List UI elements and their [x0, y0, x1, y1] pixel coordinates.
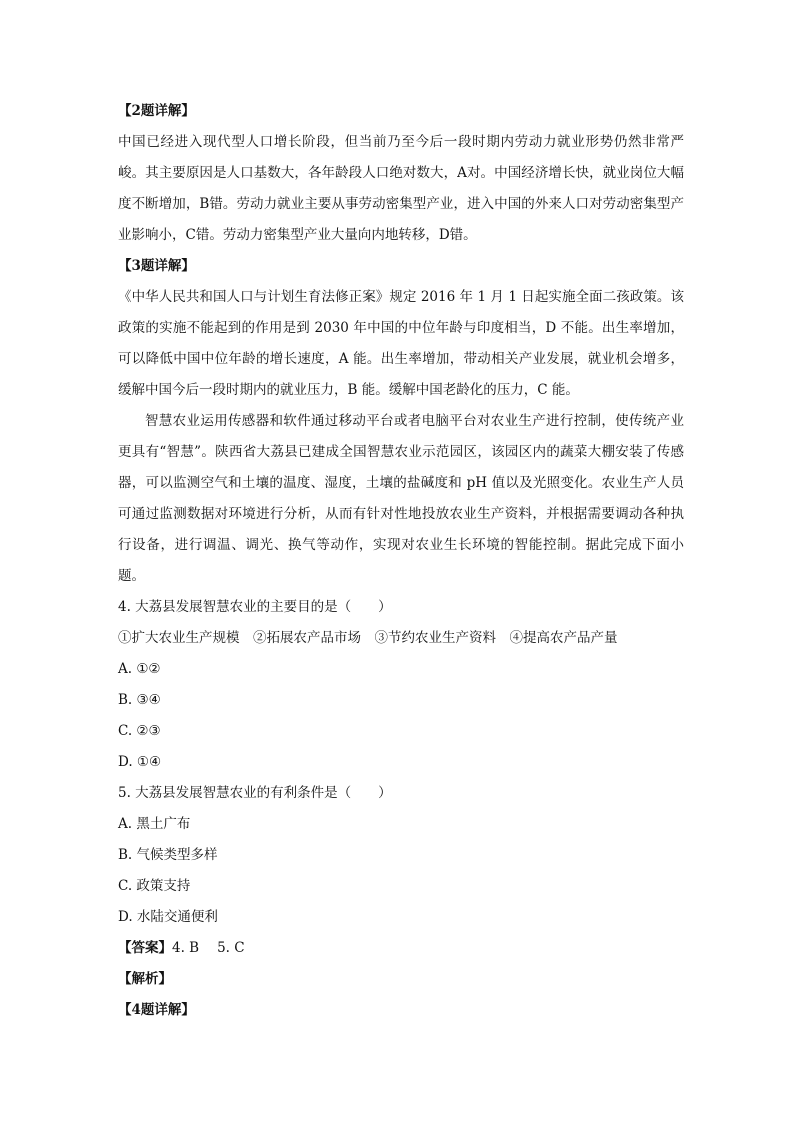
q5-option-b: B. 气候类型多样 [118, 847, 218, 863]
answer-label: 【答案】 [118, 940, 172, 956]
q5-stem: 5. 大荔县发展智慧农业的有利条件是（ ） [118, 785, 392, 801]
q5-option-a: A. 黑土广布 [118, 816, 191, 832]
q4-heading: 【4题详解】 [118, 1002, 195, 1018]
q3-explanation: 《中华人民共和国人口与计划生育法修正案》规定 2016 年 1 月 1 日起实施全面二孩政策。该政策的实施不能起到的作用是到 2030 年中国的中位年龄与印度相当，D 不能。出生率增加，可以降低中国中位年龄的增长速度，A 能。出生率增加，带动相关产业发展，就业机会增多，缓解中国今后一段时期内的就业压力，B 能。缓解中国老龄化的压力，C 能。 [118, 289, 684, 398]
q3-heading: 【3题详解】 [118, 258, 195, 274]
answer-line [118, 933, 684, 964]
q4-option-b: B. ③④ [118, 692, 161, 708]
answer-q4: 4. B [172, 940, 200, 956]
q4-option-d: D. ①④ [118, 754, 162, 770]
q4-stem: 4. 大荔县发展智慧农业的主要目的是（ ） [118, 599, 392, 615]
reading-passage: 智慧农业运用传感器和软件通过移动平台或者电脑平台对农业生产进行控制，使传统产业更具有“智慧”。陕西省大荔县已建成全国智慧农业示范园区，该园区内的蔬菜大棚安装了传感器，可以监测空气和土壤的温度、湿度，土壤的盐碱度和 pH 值以及光照变化。农业生产人员可通过监测数据对环境进行分析，从而有针对性地投放农业生产资料，并根据需要调动各种执行设备，进行调温、调光、换气等动作，实现对农业生长环境的智能控制。据此完成下面小题。 [118, 413, 684, 584]
q4-option-c: C. ②③ [118, 723, 161, 739]
q4-option-a: A. ①② [118, 661, 161, 677]
analysis-heading: 【解析】 [118, 971, 172, 987]
q5-option-c: C. 政策支持 [118, 878, 191, 894]
answer-q5: 5. C [217, 940, 245, 956]
document-page [118, 96, 684, 1026]
q4-items: ①扩大农业生产规模 ②拓展农产品市场 ③节约农业生产资料 ④提高农产品产量 [118, 630, 618, 646]
q2-heading: 【2题详解】 [118, 103, 195, 119]
q5-option-d: D. 水陆交通便利 [118, 909, 218, 925]
q2-explanation: 中国已经进入现代型人口增长阶段，但当前乃至今后一段时期内劳动力就业形势仍然非常严峻。其主要原因是人口基数大，各年龄段人口绝对数大，A对。中国经济增长快，就业岗位大幅度不断增加，B错。劳动力就业主要从事劳动密集型产业，进入中国的外来人口对劳动密集型产业影响小，C错。劳动力密集型产业大量向内地转移，D错。 [118, 134, 684, 243]
